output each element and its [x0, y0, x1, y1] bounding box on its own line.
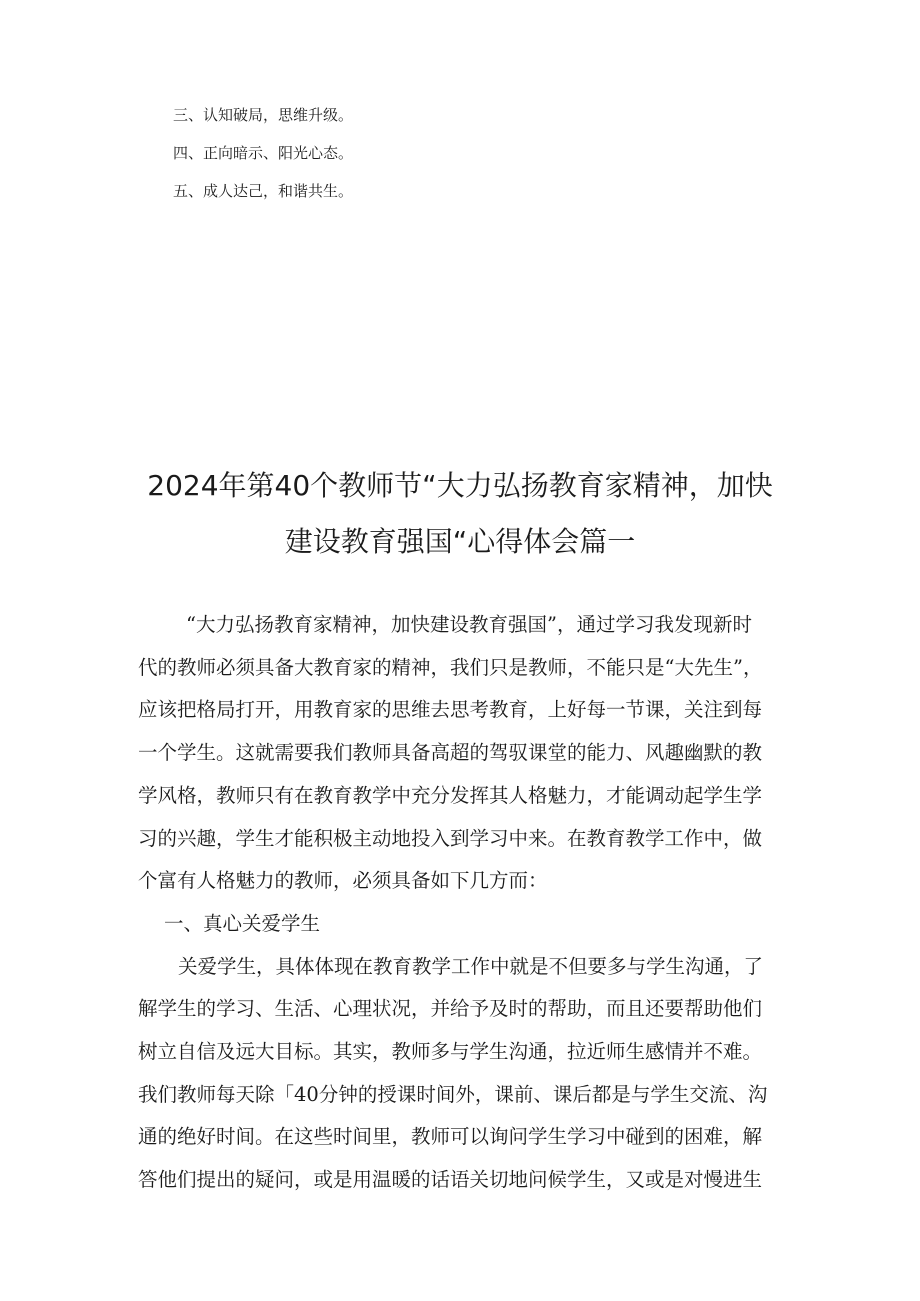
- paragraph-line: 学风格，教师只有在教育教学中充分发挥其人格魅力，才能调动起学生学: [138, 783, 763, 807]
- paragraph-line: 关爱学生，具体体现在教育教学工作中就是不但要多与学生沟通，了: [178, 954, 764, 978]
- title-line-1: 2024年第40个教师节“大力弘扬教育家精神，加快: [147, 469, 773, 502]
- article-title: [0, 458, 920, 570]
- section-heading: 一、真心关爱学生: [164, 911, 321, 935]
- paragraph-line: 我们教师每天除「40分钟的授课时间外，课前、课后都是与学生交流、沟: [138, 1082, 768, 1106]
- paragraph-line: 代的教师必须具备大教育家的精神，我们只是教师，不能只是“大先生”，: [138, 655, 763, 679]
- outline-list: [173, 100, 353, 214]
- paragraph-line: 应该把格局打开，用教育家的思维去思考教育，上好每一节课，关注到每: [138, 698, 763, 722]
- paragraph-line: “大力弘扬教育家精神，加快建设教育强国”，通过学习我发现新时: [186, 613, 752, 636]
- paragraph-line: 一个学生。这就需要我们教师具备高超的驾驭课堂的能力、风趣幽默的教: [138, 741, 763, 765]
- outline-item: 五、成人达己，和谐共生。: [173, 182, 354, 200]
- paragraph-line: 答他们提出的疑问，或是用温暖的话语关切地问候学生，又或是对慢进生: [138, 1168, 763, 1192]
- outline-item: 四、正向暗示、阳光心态。: [173, 144, 354, 162]
- paragraph-line: 解学生的学习、生活、心理状况，并给予及时的帮助，而且还要帮助他们: [138, 997, 763, 1021]
- article-body: [138, 604, 794, 1202]
- outline-item: 三、认知破局，思维升级。: [173, 106, 354, 124]
- paragraph-line: 通的绝好时间。在这些时间里，教师可以询问学生学习中碰到的困难，解: [138, 1125, 763, 1149]
- paragraph-line: 习的兴趣，学生才能积极主动地投入到学习中来。在教育教学工作中，做: [138, 826, 763, 850]
- title-line-2: 建设教育强国“心得体会篇一: [284, 525, 636, 558]
- paragraph-line: 树立自信及远大目标。其实，教师多与学生沟通，拉近师生感情并不难。: [138, 1040, 763, 1064]
- paragraph-line: 个富有人格魅力的教师，必须具备如下几方而：: [138, 869, 548, 893]
